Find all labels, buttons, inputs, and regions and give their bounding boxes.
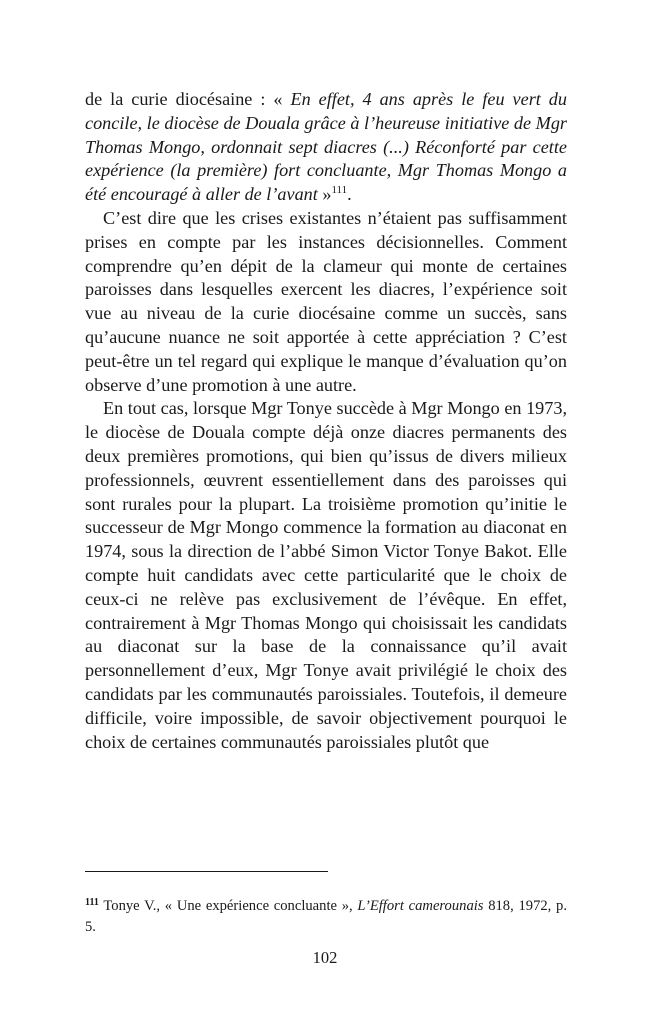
footnote-divider: [85, 871, 328, 872]
footnote-number: 111: [85, 897, 99, 908]
footnote-reference[interactable]: 111: [331, 184, 348, 197]
paragraph-1-lead: de la curie diocésaine : «: [85, 89, 291, 109]
paragraph-1-end: .: [347, 184, 352, 205]
paragraph-2: C’est dire que les crises existantes n’étaient pas suffisamment prises en compte par les instances décisionnelles. Comment comprendre qu’en dépit de la clameur qui monte de certaines paroisses dans lesquelles exercent les diacres, l’expérience soit vue au niveau de la curie diocésaine comme un succès, sans qu’aucune nuance ne soit apportée à cette appréciation ? C’est peut-être un tel regard qui explique le manque d’évaluation qu’on observe d’une promotion à une autre.: [85, 207, 567, 395]
footnote: [85, 896, 567, 937]
footnote-text-b: 818, 1972, p. 5.: [85, 898, 567, 935]
quote-close: »: [317, 184, 332, 205]
footnote-source: L’Effort camerounais: [357, 898, 484, 914]
page-number: 102: [312, 948, 338, 967]
page-body: [85, 88, 567, 754]
paragraph-1: [85, 88, 567, 207]
paragraph-3: En tout cas, lorsque Mgr Tonye succède à Mgr Mongo en 1973, le diocèse de Douala compte déjà onze diacres permanents des deux premières promotions, qui bien qu’issus de divers milieux professionnels, œuvrent essentiellement dans des paroisses qui sont rurales pour la plupart. La troisième promotion qu’initie le successeur de Mgr Mongo commence la formation au diaconat en 1974, sous la direction de l’abbé Simon Victor Tonye Bakot. Elle compte huit candidats avec cette particularité que le choix de ceux-ci ne relève pas exclusivement de l’évêque. En effet, contrairement à Mgr Thomas Mongo qui choisissait les candidats au diaconat sur la base de la connaissance qu’il avait personnellement d’eux, Mgr Tonye avait privilégié le choix des candidats par les communautés paroissiales. Toutefois, il demeure difficile, voire impossible, de savoir objectivement pourquoi le choix de certaines communautés paroissiales plutôt que: [85, 398, 567, 752]
footnote-text-a: Tonye V., « Une expérience concluante »,: [98, 898, 358, 914]
quotation: En effet, 4 ans après le feu vert du concile, le diocèse de Douala grâce à l’heureuse initiative de Mgr Thomas Mongo, ordonnait sept diacres (...) Réconforté par cette expérience (la première) fort concluante, Mgr Thomas Mongo a été encouragé à aller de l’avant: [85, 89, 567, 205]
